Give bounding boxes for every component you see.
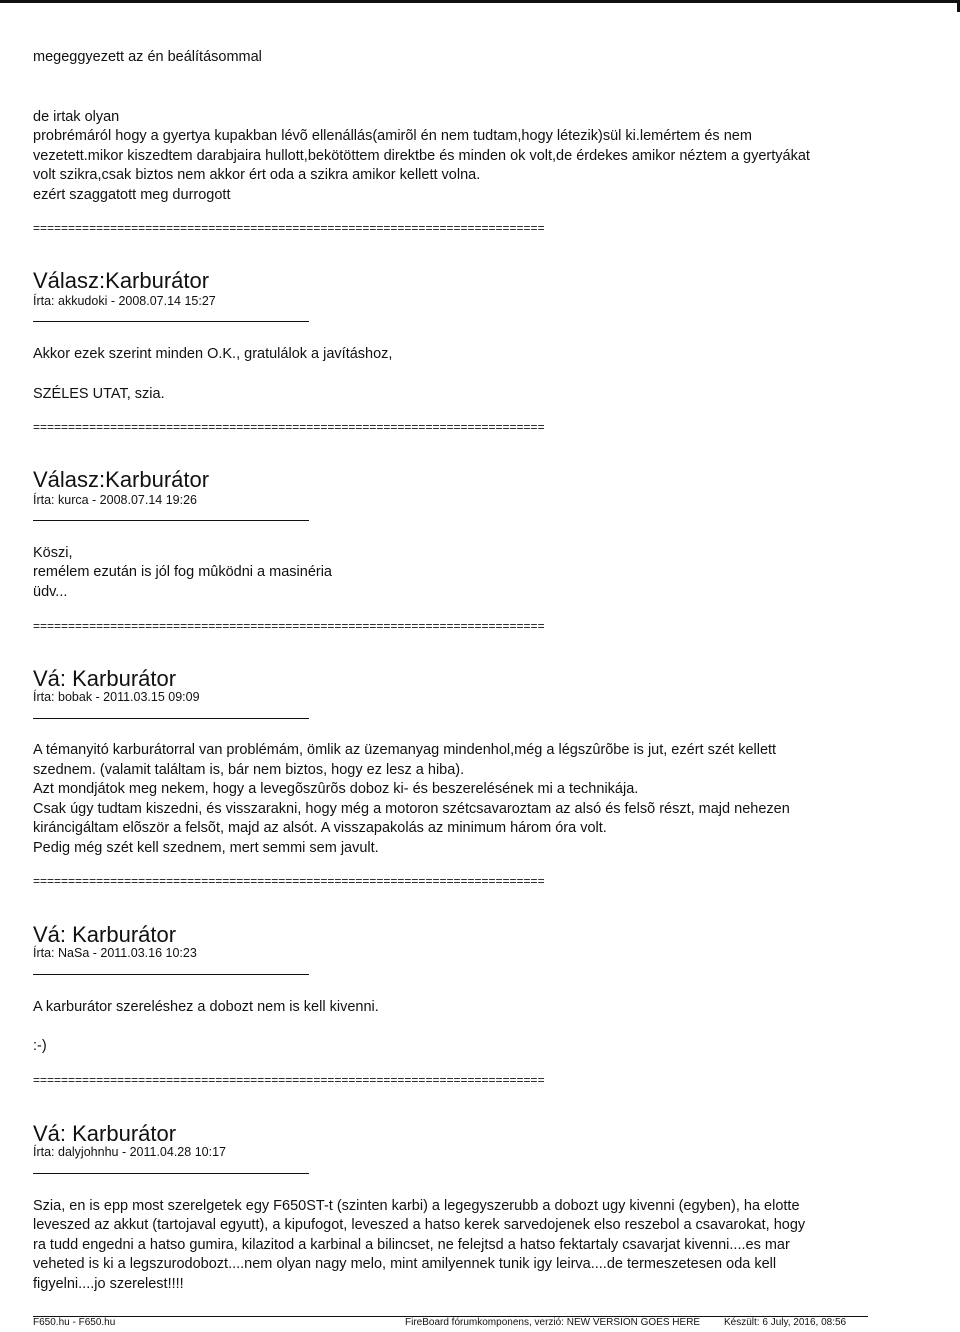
post-body-line: Azt mondjátok meg nekem, hogy a levegõszûrõs doboz ki- és beszerelésének mi a technikája. — [33, 781, 639, 797]
post-title-rule — [33, 520, 309, 521]
post-meta: Írta: bobak - 2011.03.15 09:09 — [33, 690, 200, 704]
intro-paragraph-line: ezért szaggatott meg durrogott — [33, 187, 231, 203]
intro-paragraph-line: vezetett.mikor kiszedtem darabjaira hullott,bekötöttem direktbe és minden ok volt,de érdekes amikor néztem a gyertyákat — [33, 148, 810, 164]
post-body-line: Pedig még szét kell szednem, mert semmi sem javult. — [33, 840, 379, 856]
post-body-line: ra tudd engedni a hatso gumira, kilazitod a karbinal a bilincset, ne felejtsd a hatso fektartaly csavarjat kivenni....es mar — [33, 1237, 790, 1253]
post-body-line: szednem. (valamit találtam is, bár nem biztos, hogy ez lesz a hiba). — [33, 762, 465, 778]
intro-paragraph-line: probrémáról hogy a gyertya kupakban lévõ ellenállás(amirõl én nem tudtam,hogy létezik)sül ki.lemértem és nem — [33, 128, 752, 144]
post-meta: Írta: akkudoki - 2008.07.14 15:27 — [33, 294, 216, 308]
post-meta: Írta: dalyjohnhu - 2011.04.28 10:17 — [33, 1145, 226, 1159]
intro-line: megeggyezett az én beálításommal — [33, 49, 262, 65]
post-body-line: Akkor ezek szerint minden O.K., gratulálok a javításhoz, — [33, 346, 393, 362]
post-separator: ========================================================================= — [33, 420, 545, 434]
post-title-rule — [33, 321, 309, 322]
post-title-rule — [33, 974, 309, 975]
intro-paragraph-line: volt szikra,csak biztos nem akkor ért oda a szikra amikor kellett volna. — [33, 167, 481, 183]
post-title: Vá: Karburátor — [33, 1121, 177, 1146]
post-body-line: Csak úgy tudtam kiszedni, és visszarakni, hogy még a motoron szétcsavaroztam az alsó és felsõ részt, majd nehezen — [33, 801, 790, 817]
post-meta: Írta: NaSa - 2011.03.16 10:23 — [33, 946, 197, 960]
post-body-line: Köszi, — [33, 545, 73, 561]
post-separator: ========================================================================= — [33, 619, 545, 633]
post-title-rule — [33, 1173, 309, 1174]
post-body-line: SZÉLES UTAT, szia. — [33, 386, 165, 402]
footer-generated: Készült: 6 July, 2016, 08:56 — [724, 1317, 847, 1328]
post-body-line: leveszed az akkut (tartojaval egyutt), a kipufogot, leveszed a hatso kerek sarvedojenek elso reszebol a csavarokat, hogy — [33, 1217, 806, 1233]
page-border-top — [0, 0, 960, 3]
post-title: Vá: Karburátor — [33, 922, 177, 947]
post-separator: ========================================================================= — [33, 1073, 545, 1087]
post-separator: ========================================================================= — [33, 874, 545, 888]
post-title: Válasz:Karburátor — [33, 268, 210, 293]
post-separator: ========================================================================= — [33, 221, 545, 235]
post-body-line: A témanyitó karburátorral van problémám, ömlik az üzemanyag mindenhol,még a légszûrõbe is jut, ezért szét kellett — [33, 742, 777, 758]
post-meta: Írta: kurca - 2008.07.14 19:26 — [33, 493, 197, 507]
post-body-line: kiráncigáltam elõször a felsõt, majd az alsót. A visszapakolás az minimum három óra volt. — [33, 820, 607, 836]
footer-component: FireBoard fórumkomponens, verzió: NEW VERSION GOES HERE — [405, 1317, 701, 1328]
post-body-line: A karburátor szereléshez a dobozt nem is kell kivenni. — [33, 999, 379, 1015]
footer-site: F650.hu - F650.hu — [33, 1317, 116, 1328]
post-title-rule — [33, 718, 309, 719]
post-body-line: :-) — [33, 1038, 47, 1054]
post-title: Válasz:Karburátor — [33, 467, 210, 492]
post-title: Vá: Karburátor — [33, 666, 177, 691]
post-body-line: Szia, en is epp most szerelgetek egy F650ST-t (szinten karbi) a legegyszerubb a dobozt ugy kivenni (egyben), ha elotte — [33, 1198, 800, 1214]
post-body-line: remélem ezután is jól fog mûködni a masinéria — [33, 564, 332, 580]
post-body-line: veheted is ki a legszurodobozt....nem olyan nagy melo, mint amilyennek tunik igy leirva....de termeszetesen oda kell — [33, 1256, 777, 1272]
post-body-line: figyelni....jo szerelest!!!! — [33, 1276, 184, 1292]
post-body-line: üdv... — [33, 584, 68, 600]
intro-paragraph-line: de irtak olyan — [33, 109, 120, 125]
